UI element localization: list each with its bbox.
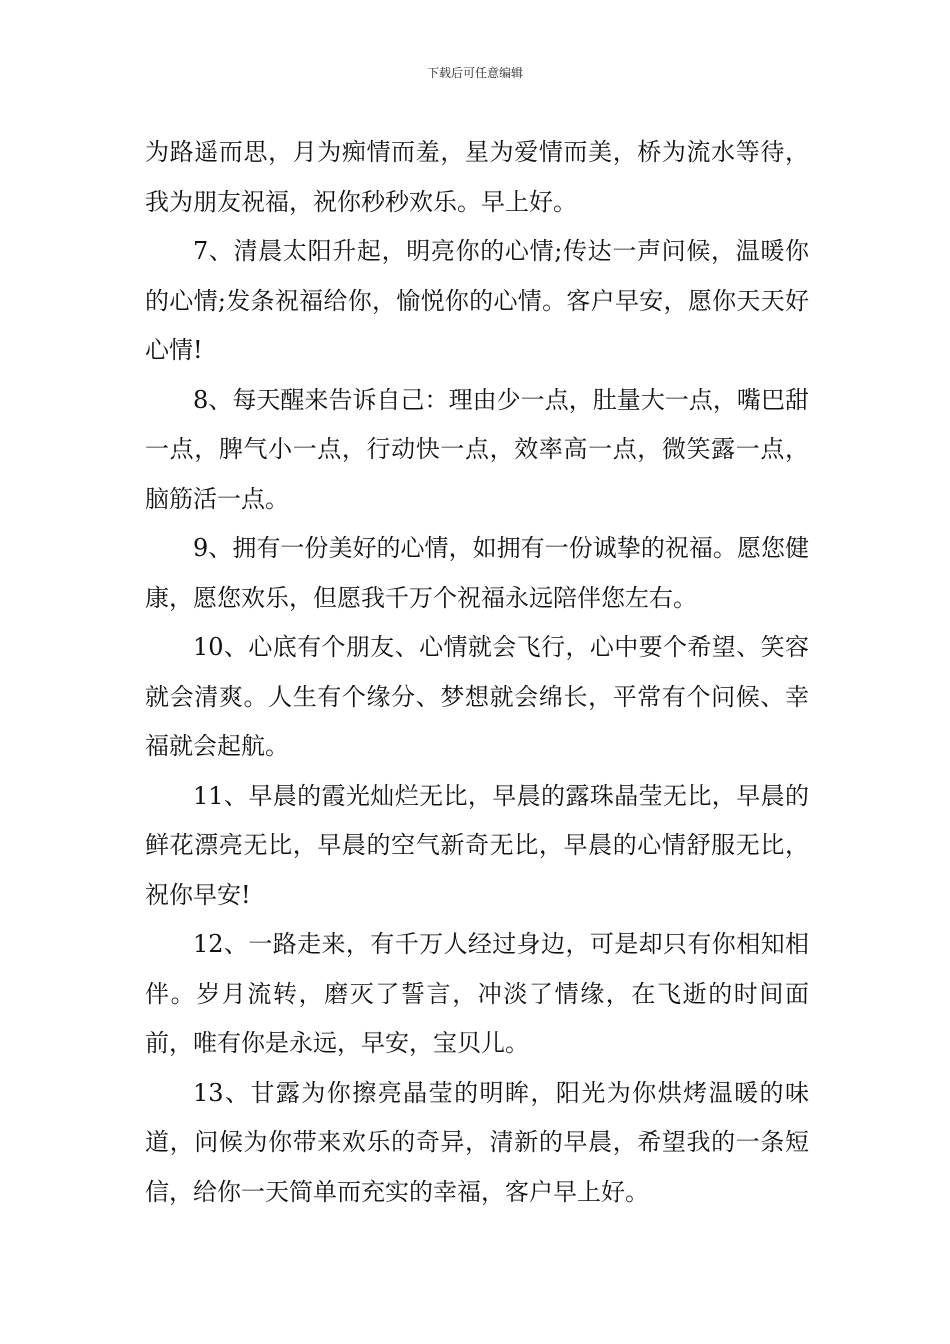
paragraph-item-10: 10、心底有个朋友、心情就会飞行，心中要个希望、笑容就会清爽。人生有个缘分、梦想就会绵长，平常有个问候、幸福就会起航。 (145, 633, 809, 760)
document-body (145, 128, 809, 1217)
paragraph-item-7: 7、清晨太阳升起，明亮你的心情;传达一声问候，温暖你的心情;发条祝福给你，愉悦你的心情。客户早安，愿你天天好心情! (145, 237, 809, 364)
paragraph-item-12: 12、一路走来，有千万人经过身边，可是却只有你相知相伴。岁月流转，磨灭了誓言，冲淡了情缘，在飞逝的时间面前，唯有你是永远，早安，宝贝儿。 (145, 930, 809, 1057)
paragraph-item-8: 8、每天醒来告诉自己：理由少一点，肚量大一点，嘴巴甜一点，脾气小一点，行动快一点，效率高一点，微笑露一点，脑筋活一点。 (145, 385, 809, 513)
header-note: 下载后可任意编辑 (426, 66, 523, 80)
paragraph-item-11: 11、早晨的霞光灿烂无比，早晨的露珠晶莹无比，早晨的鲜花漂亮无比，早晨的空气新奇无比，早晨的心情舒服无比，祝你早安! (145, 781, 809, 909)
paragraph-continuation: 为路遥而思，月为痴情而羞，星为爱情而美，桥为流水等待，我为朋友祝福，祝你秒秒欢乐。早上好。 (145, 138, 809, 216)
paragraph-item-13: 13、甘露为你擦亮晶莹的明眸，阳光为你烘烤温暖的味道，问候为你带来欢乐的奇异，清新的早晨，希望我的一条短信，给你一天简单而充实的幸福，客户早上好。 (145, 1078, 809, 1206)
paragraph-item-9: 9、拥有一份美好的心情，如拥有一份诚挚的祝福。愿您健康，愿您欢乐，但愿我千万个祝福永远陪伴您左右。 (145, 534, 809, 612)
